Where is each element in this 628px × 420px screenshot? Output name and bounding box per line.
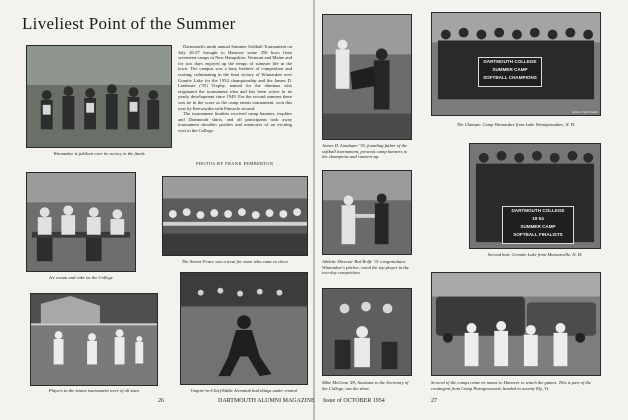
caption-tennis-players: Players in the tennis tournament were of all sizes [48, 388, 140, 393]
banner-line: DARTMOUTH COLLEGE [511, 208, 565, 213]
caption-rolfe: Athletic Director Red Rolfe '31 congratulates Winnaukee's pitcher, voted the top player in the two-day competition. [322, 259, 409, 276]
article-paragraph: The tournament finalists received camp banners, trophies and Dartmouth shirts, and all participants took away tournament shoulder patches and memories of an exciting visit to the College. [178, 111, 292, 133]
page-title: Liveliest Point of the Summer [22, 14, 236, 33]
article-paragraph: Dartmouth's ninth annual Summer Softball Tournament on July 26-27 brought to Hanover some 350 boys from seventeen camps in New Hampshire, Vermont and Maine and for two days enjoyed up the tempo of summer life in the town. The campus was a busy beehive of competition and rooting, culminating in the final victory of Winnaukee over Granite Lake for the 1954 championship and the James D. Landauer ('35) Trophy, named for the alumnus who originated the tournament idea and has been active in its yearly development since 1949. For the second summer there was tie in the score as the camp tennis tournament, won this year by Keewaydin with Pinnacle second. [178, 44, 292, 111]
photo-mcgean [322, 288, 412, 376]
photo-winnaukee-jubilant [26, 45, 172, 148]
banner-line: 19 54 [532, 216, 544, 221]
photo-landauer [322, 14, 412, 140]
photo-finalists [469, 143, 601, 249]
caption-senior-fence: The Senior Fence was a treat for some who came to cheer [181, 259, 289, 264]
banner-finalists [502, 206, 574, 244]
banner-line: SUMMER CAMP [492, 67, 528, 72]
photo-champs [431, 12, 601, 116]
banner-champs [478, 57, 542, 87]
photo-senior-fence [162, 176, 308, 256]
photo-ice-cream [26, 172, 136, 272]
banner-line: SUMMER CAMP [520, 224, 556, 229]
caption-camp-cars: Several of the camps came en masse to Hanover to watch the games. This is part of the contingent from Camp Pemigewassett, headed to nearby Ely, Vt. [431, 380, 591, 391]
photo-studio-credit: Robert Hall Studio [572, 110, 598, 114]
page-number-left: 26 [158, 398, 164, 404]
caption-landauer: James D. Landauer '35, founding father of the softball tournament, presents camp banners to the champions and runners-up. [322, 143, 408, 160]
issue-date: Issue of OCTOBER 1954 [323, 398, 385, 404]
photo-rolfe [322, 170, 412, 255]
right-page [315, 0, 628, 420]
caption-finalists: Second best: Granite Lake from Munsonville, N. H. [487, 252, 583, 257]
caption-ice-cream: Ice cream and cake on the College [49, 275, 113, 280]
banner-line: SOFTBALL CHAMPIONS [483, 75, 537, 80]
photo-camp-cars [431, 272, 601, 376]
caption-umpire: Umpire-in-Chief Eddie Jeremiah had things under control [190, 388, 298, 393]
article-body [178, 44, 292, 134]
banner-line: SOFTBALL FINALISTS [513, 232, 563, 237]
banner-line: DARTMOUTH COLLEGE [483, 59, 537, 64]
magazine-name: DARTMOUTH ALUMNI MAGAZINE [218, 398, 315, 404]
caption-mcgean: Mike McGean '49, Assistant to the Secretary of the College, ran the show. [322, 380, 409, 391]
photo-umpire [180, 272, 308, 385]
page-number-right: 27 [431, 398, 437, 404]
caption-champs: The Champs: Camp Winnaukee from Lake Winnipesaukee, N. H. [456, 122, 576, 127]
photo-tennis-players [30, 293, 158, 386]
left-page [0, 0, 313, 420]
caption-winnaukee-jubilant: Winnaukee is jubilant over its victory in the finals [53, 151, 145, 156]
photo-credit-line: PHOTOS BY FRANK PEMBERTON [196, 161, 274, 166]
